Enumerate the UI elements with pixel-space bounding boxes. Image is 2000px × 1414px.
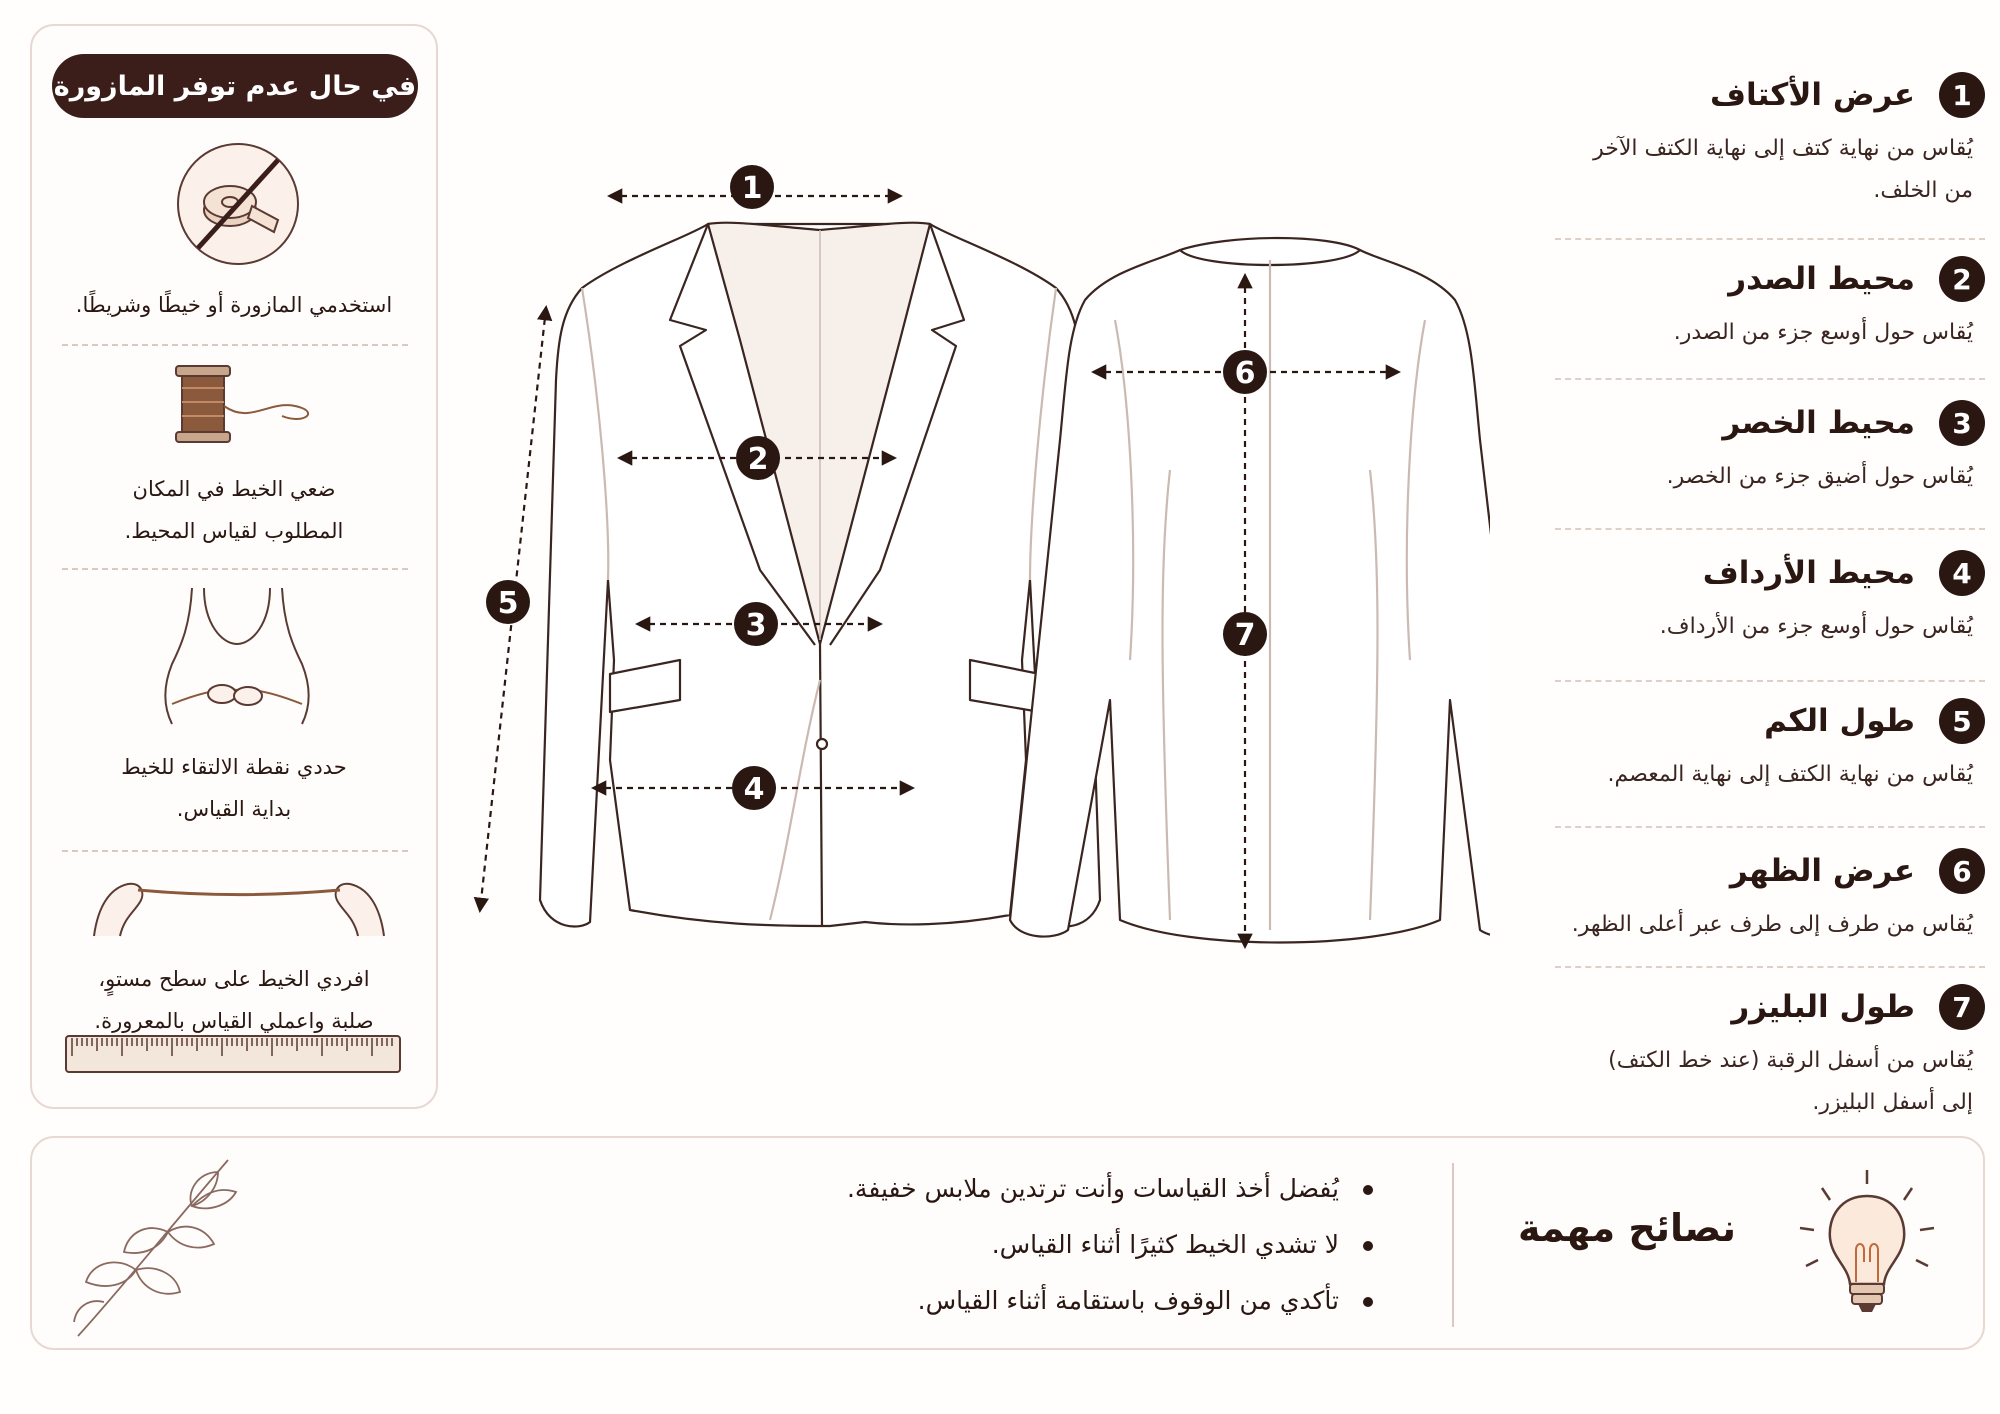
measurement-number-5: 5 bbox=[1939, 698, 1985, 744]
no-tape-measure-icon bbox=[174, 140, 302, 268]
blazer-front-sketch bbox=[540, 223, 1100, 927]
sidebar-step-4-line1: افردي الخيط على سطح مستوٍ، bbox=[98, 967, 370, 991]
tip-bullet bbox=[1363, 1185, 1373, 1195]
tips-separator bbox=[1452, 1163, 1454, 1327]
sidebar-divider bbox=[62, 850, 408, 852]
measurement-number-4: 4 bbox=[1939, 550, 1985, 596]
marker-4 bbox=[732, 766, 776, 810]
list-divider bbox=[1555, 966, 1985, 968]
tips-panel bbox=[30, 1136, 1985, 1350]
list-divider bbox=[1555, 680, 1985, 682]
list-divider bbox=[1555, 378, 1985, 380]
tip-text-3: تأكدي من الوقوف باستقامة أثناء القياس. bbox=[917, 1286, 1339, 1315]
blazer-back-sketch bbox=[1010, 238, 1490, 943]
measurement-desc-1-line1: يُقاس من نهاية كتف إلى نهاية الكتف الآخر bbox=[1593, 136, 1973, 161]
tip-bullet bbox=[1363, 1241, 1373, 1251]
sidebar-step-3-line2: بداية القياس. bbox=[176, 797, 292, 821]
measurement-desc-7-line1: يُقاس من أسفل الرقبة (عند خط الكتف) bbox=[1608, 1048, 1973, 1073]
measurement-title-3: محيط الخصر bbox=[1722, 405, 1915, 441]
marker-7 bbox=[1223, 612, 1267, 656]
marker-5 bbox=[486, 580, 530, 624]
marker-1 bbox=[730, 165, 774, 209]
tip-text-2: لا تشدي الخيط كثيرًا أثناء القياس. bbox=[991, 1230, 1339, 1259]
lightbulb-icon bbox=[1792, 1166, 1942, 1326]
measurement-number-2: 2 bbox=[1939, 256, 1985, 302]
marker-6 bbox=[1223, 350, 1267, 394]
measurement-number-7: 7 bbox=[1939, 984, 1985, 1030]
marker-3 bbox=[734, 602, 778, 646]
measurement-title-6: عرض الظهر bbox=[1729, 853, 1915, 889]
tips-title: نصائح مهمة bbox=[1518, 1206, 1736, 1250]
thread-spool-icon bbox=[162, 356, 322, 456]
measurement-title-7: طول البليزر bbox=[1731, 989, 1915, 1025]
measurement-title-4: محيط الأرداف bbox=[1702, 555, 1915, 591]
marker-1-label: 1 bbox=[741, 171, 763, 206]
sidebar-step-3-line1: حددي نقطة الالتقاء للخيط bbox=[121, 755, 347, 779]
blazer-diagram bbox=[470, 140, 1490, 960]
tip-item-2 bbox=[573, 1230, 1373, 1259]
ruler-icon bbox=[64, 1032, 404, 1078]
list-divider bbox=[1555, 238, 1985, 240]
torso-thread-icon bbox=[142, 584, 332, 734]
measurement-title-5: طول الكم bbox=[1764, 703, 1915, 739]
sidebar-step-1-text: استخدمي المازورة أو خيطًا وشريطًا. bbox=[75, 293, 393, 317]
list-divider bbox=[1555, 528, 1985, 530]
measurement-desc-5-line1: يُقاس من نهاية الكتف إلى نهاية المعصم. bbox=[1607, 762, 1973, 787]
marker-2-label: 2 bbox=[747, 442, 769, 477]
marker-3-label: 3 bbox=[745, 608, 767, 643]
sidebar-header: في حال عدم توفر المازورة bbox=[52, 54, 418, 118]
measurement-title-2: محيط الصدر bbox=[1728, 261, 1915, 297]
hands-stretch-thread-icon bbox=[84, 866, 394, 956]
tip-text-1: يُفضل أخذ القياسات وأنت ترتدين ملابس خفيفة. bbox=[846, 1174, 1339, 1203]
tip-item-3 bbox=[573, 1286, 1373, 1315]
measurement-desc-2-line1: يُقاس حول أوسع جزء من الصدر. bbox=[1673, 320, 1973, 345]
measurement-number-6: 6 bbox=[1939, 848, 1985, 894]
sidebar-step-2-line1: ضعي الخيط في المكان bbox=[132, 477, 336, 501]
no-tape-sidebar bbox=[30, 24, 438, 1109]
measurement-desc-6-line1: يُقاس من طرف إلى طرف عبر أعلى الظهر. bbox=[1571, 912, 1973, 937]
measurement-number-3: 3 bbox=[1939, 400, 1985, 446]
marker-4-label: 4 bbox=[743, 772, 765, 807]
measurement-title-1: عرض الأكتاف bbox=[1710, 77, 1915, 113]
measurement-number-1: 1 bbox=[1939, 72, 1985, 118]
leaf-branch-icon bbox=[68, 1152, 248, 1342]
sidebar-divider bbox=[62, 344, 408, 346]
tip-item-1 bbox=[573, 1174, 1373, 1203]
sidebar-step-4-line2: صلبة واعملي القياس بالمعرورة. bbox=[94, 1009, 374, 1033]
marker-2 bbox=[736, 436, 780, 480]
measurement-desc-3-line1: يُقاس حول أضيق جزء من الخصر. bbox=[1666, 464, 1973, 489]
marker-6-label: 6 bbox=[1234, 356, 1256, 391]
measurement-desc-4-line1: يُقاس حول أوسع جزء من الأرداف. bbox=[1659, 614, 1973, 639]
marker-5-label: 5 bbox=[497, 586, 519, 621]
tip-bullet bbox=[1363, 1297, 1373, 1307]
measurement-desc-7-line2: إلى أسفل البليزر. bbox=[1812, 1090, 1973, 1115]
marker-7-label: 7 bbox=[1234, 618, 1256, 653]
measurement-desc-1-line2: من الخلف. bbox=[1873, 178, 1973, 203]
sidebar-step-2-line2: المطلوب لقياس المحيط. bbox=[124, 519, 344, 543]
sidebar-divider bbox=[62, 568, 408, 570]
list-divider bbox=[1555, 826, 1985, 828]
